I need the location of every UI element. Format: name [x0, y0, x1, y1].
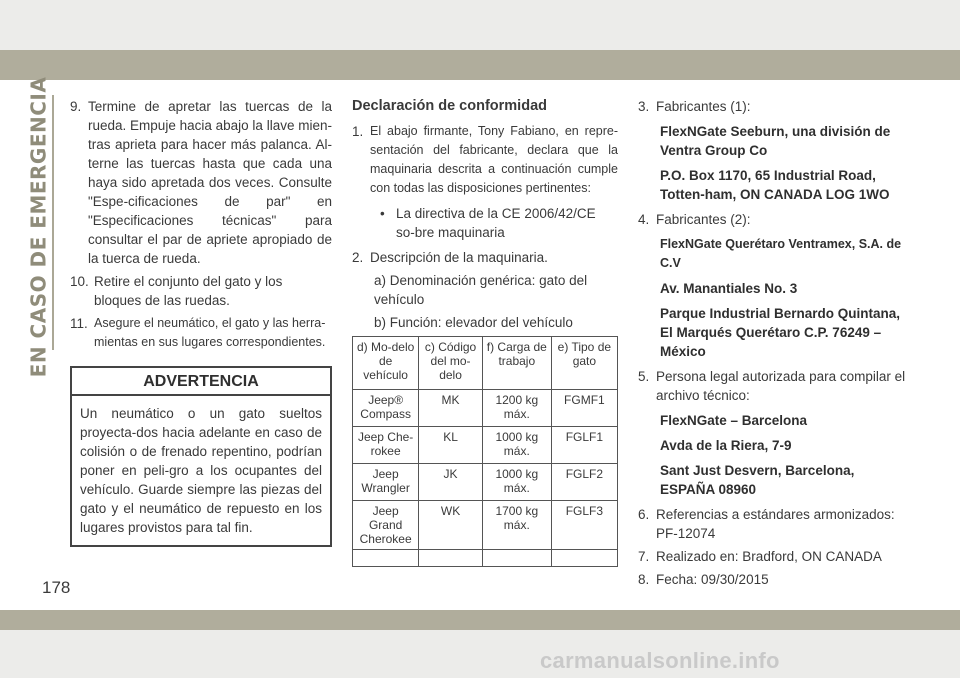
declaration-item	[638, 547, 910, 566]
item-number: 7.	[638, 549, 650, 564]
column-right	[638, 97, 910, 593]
table-row	[353, 464, 618, 501]
step-item	[70, 272, 332, 310]
table-cell: Jeep Grand Cherokee	[353, 501, 419, 550]
declaration-item	[352, 122, 618, 198]
table-cell: WK	[419, 501, 483, 550]
declaration-item	[638, 367, 910, 405]
table-row	[353, 550, 618, 567]
bullet-text: La directiva de la CE 2006/42/CE so-bre maquinaria	[396, 206, 596, 240]
table-row	[353, 501, 618, 550]
step-text: Termine de apretar las tuercas de la rueda. Empuje hacia abajo la llave mien-tras aprieta para hacer más palanca. Al-terne las tuercas hasta que cada una haya sido apretada dos veces. Consulte "Espe-cificaciones de par" en "Especificaciones técnicas" para consultar el par de apriete apropiado de la tuerca de rueda.	[88, 99, 332, 266]
item-text: Descripción de la maquinaria.	[370, 250, 548, 265]
page-number: 178	[42, 578, 71, 597]
manufacturer-2-name: FlexNGate Querétaro Ventramex, S.A. de C.V	[660, 237, 902, 270]
declaration-item	[638, 505, 910, 543]
table-cell: JK	[419, 464, 483, 501]
bottom-band	[0, 630, 960, 678]
table-cell: KL	[419, 427, 483, 464]
declaration-item	[352, 248, 618, 267]
item-number: 6.	[638, 507, 650, 522]
item-text: Referencias a estándares armonizados: PF-12074	[656, 507, 895, 541]
jack-spec-table	[352, 336, 618, 567]
item-number: 3.	[638, 99, 650, 114]
table-cell: FGLF3	[551, 501, 617, 550]
function-line: b) Función: elevador del vehículo	[374, 315, 573, 330]
manufacturer-2-street: Av. Manantiales No. 3	[660, 281, 798, 296]
item-text: El abajo firmante, Tony Fabiano, en repre-sentación del fabricante, declara que la maquinaria descrita a continuación cumple con todas las disposiciones pertinentes:	[370, 124, 618, 195]
directive-bullet	[352, 204, 618, 242]
table-cell: FGLF2	[551, 464, 617, 501]
item-number: 4.	[638, 212, 650, 227]
step-number: 10.	[70, 274, 89, 289]
column-middle	[352, 97, 618, 567]
conformity-heading: Declaración de conformidad	[352, 98, 547, 114]
item-number: 8.	[638, 572, 650, 587]
item-text: Fabricantes (2):	[656, 212, 751, 227]
generic-name: a) Denominación genérica: gato del vehículo	[374, 273, 588, 307]
table-cell: 1700 kg máx.	[482, 501, 551, 550]
declaration-item	[638, 570, 910, 589]
table-cell: 1200 kg máx.	[482, 390, 551, 427]
item-text: Fecha: 09/30/2015	[656, 572, 769, 587]
manufacturer-1-address: P.O. Box 1170, 65 Industrial Road, Totten-ham, ON CANADA LOG 1WO	[660, 168, 890, 202]
table-cell: FGLF1	[551, 427, 617, 464]
table-cell: MK	[419, 390, 483, 427]
top-band	[0, 0, 960, 50]
step-text: Retire el conjunto del gato y los bloques de las ruedas.	[94, 274, 283, 308]
section-title: EN CASO DE EMERGENCIA	[26, 76, 50, 378]
bottom-stripe	[0, 610, 960, 630]
col-header: f) Carga de trabajo	[482, 337, 551, 390]
item-text: Fabricantes (1):	[656, 99, 751, 114]
declaration-item	[638, 97, 910, 116]
item-number: 5.	[638, 369, 650, 384]
section-tab	[23, 76, 53, 378]
table-row	[353, 427, 618, 464]
declaration-item	[638, 210, 910, 229]
warning-box	[70, 366, 332, 547]
step-text: Asegure el neumático, el gato y las herra-mientas en sus lugares correspondientes.	[94, 316, 326, 349]
manufacturer-1-name: FlexNGate Seeburn, una división de Ventra Group Co	[660, 124, 891, 158]
item-number: 2.	[352, 250, 364, 265]
step-number: 9.	[70, 99, 82, 114]
item-number: 1.	[352, 124, 364, 139]
col-header: e) Tipo de gato	[551, 337, 617, 390]
compiler-street: Avda de la Riera, 7-9	[660, 438, 792, 453]
table-header-row	[353, 337, 618, 390]
manufacturer-2-city: El Marqués Querétaro C.P. 76249 – México	[660, 325, 882, 359]
table-row	[353, 390, 618, 427]
table-cell: 1000 kg máx.	[482, 464, 551, 501]
warning-title: ADVERTENCIA	[72, 368, 330, 396]
table-cell: Jeep Che-rokee	[353, 427, 419, 464]
column-left	[70, 97, 332, 547]
step-item	[70, 97, 332, 268]
col-header: d) Mo-delo de vehículo	[353, 337, 419, 390]
top-stripe	[0, 50, 960, 80]
section-rule	[52, 95, 54, 350]
table-cell: FGMF1	[551, 390, 617, 427]
watermark: carmanualsonline.info	[540, 648, 780, 673]
item-text: Persona legal autorizada para compilar el archivo técnico:	[656, 369, 906, 403]
compiler-city: Sant Just Desvern, Barcelona, ESPAÑA 08960	[660, 463, 855, 497]
table-cell: Jeep® Compass	[353, 390, 419, 427]
bullet-dot: •	[380, 206, 385, 221]
manufacturer-2-park: Parque Industrial Bernardo Quintana,	[660, 306, 901, 321]
table-cell: 1000 kg máx.	[482, 427, 551, 464]
warning-body: Un neumático o un gato sueltos proyecta-dos hacia adelante en caso de colisión o de frenado repentino, podrían poner en peli-gro a los ocupantes del vehículo. Guarde siempre las piezas del gato y el neumático de repuesto en los lugares provistos para tal fin.	[80, 406, 322, 535]
item-text: Realizado en: Bradford, ON CANADA	[656, 549, 882, 564]
step-item	[70, 314, 332, 352]
compiler-name: FlexNGate – Barcelona	[660, 413, 808, 428]
step-number: 11.	[70, 316, 88, 331]
table-cell: Jeep Wrangler	[353, 464, 419, 501]
col-header: c) Código del mo-delo	[419, 337, 483, 390]
